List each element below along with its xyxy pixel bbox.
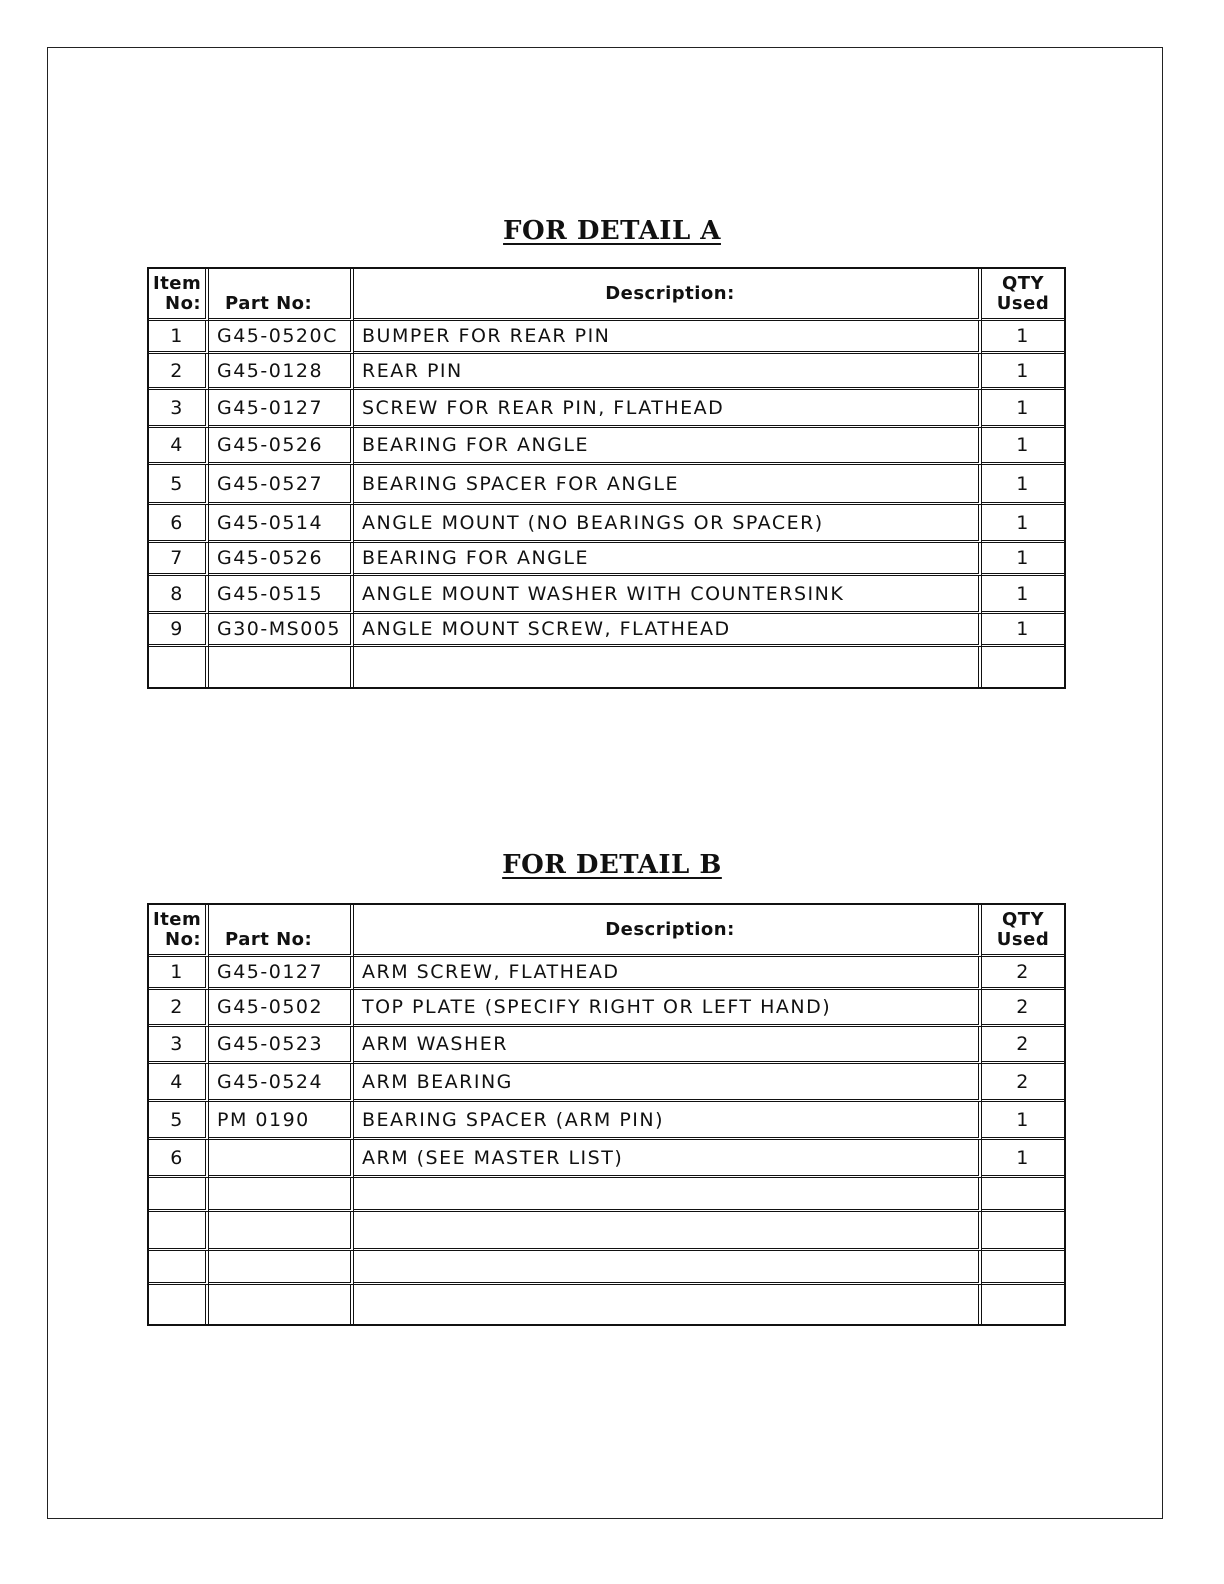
qty-cell: [982, 1178, 1064, 1212]
item-no-cell: 6: [149, 1140, 209, 1178]
table-row: [149, 647, 1064, 687]
description-cell: BEARING FOR ANGLE: [354, 543, 982, 576]
qty-cell: [982, 1212, 1064, 1251]
qty-header-line2: Used: [996, 928, 1050, 950]
part-no-cell: G45-0520C: [209, 321, 354, 354]
part-no-cell: G30-MS005: [209, 614, 354, 647]
item-header-line1: Item: [153, 908, 202, 930]
part-no-cell: G45-0514: [209, 505, 354, 543]
part-no-cell: [209, 1251, 354, 1285]
detail-b-title-text: FOR DETAIL B: [502, 850, 722, 880]
table-row: [149, 354, 1064, 390]
qty-cell: 1: [982, 390, 1064, 428]
description-cell: TOP PLATE (SPECIFY RIGHT OR LEFT HAND): [354, 990, 982, 1027]
qty-cell: [982, 1285, 1064, 1324]
qty-used-header: [982, 269, 1064, 321]
item-no-cell: 2: [149, 354, 209, 390]
table-row: [149, 1027, 1064, 1064]
item-no-cell: 8: [149, 576, 209, 614]
table-row: [149, 957, 1064, 990]
item-header-line1: Item: [153, 272, 202, 294]
description-cell: BUMPER FOR REAR PIN: [354, 321, 982, 354]
description-cell: ANGLE MOUNT WASHER WITH COUNTERSINK: [354, 576, 982, 614]
table-row: [149, 390, 1064, 428]
item-no-cell: 4: [149, 428, 209, 465]
table-row: [149, 990, 1064, 1027]
description-cell: [354, 647, 982, 687]
table-row: [149, 1212, 1064, 1251]
table-row: [149, 1178, 1064, 1212]
part-no-cell: [209, 1212, 354, 1251]
part-no-cell: [209, 1178, 354, 1212]
part-no-cell: G45-0127: [209, 957, 354, 990]
part-no-cell: G45-0527: [209, 465, 354, 505]
part-no-cell: [209, 1140, 354, 1178]
description-cell: SCREW FOR REAR PIN, FLATHEAD: [354, 390, 982, 428]
part-no-cell: G45-0526: [209, 428, 354, 465]
part-no-cell: G45-0523: [209, 1027, 354, 1064]
qty-cell: 1: [982, 465, 1064, 505]
qty-header-line1: QTY: [1001, 272, 1045, 294]
item-no-cell: 1: [149, 321, 209, 354]
qty-header-line1: QTY: [1001, 908, 1045, 930]
qty-cell: 1: [982, 543, 1064, 576]
item-no-cell: 3: [149, 1027, 209, 1064]
detail-a-title-text: FOR DETAIL A: [503, 216, 721, 246]
qty-used-header: [982, 905, 1064, 957]
qty-cell: 1: [982, 1140, 1064, 1178]
item-no-cell: [149, 1178, 209, 1212]
table-row: [149, 576, 1064, 614]
item-no-cell: [149, 647, 209, 687]
item-no-cell: 4: [149, 1064, 209, 1102]
description-cell: [354, 1251, 982, 1285]
qty-cell: [982, 647, 1064, 687]
part-no-cell: PM 0190: [209, 1102, 354, 1140]
description-cell: BEARING SPACER FOR ANGLE: [354, 465, 982, 505]
table-row: [149, 543, 1064, 576]
table-header-row: [149, 905, 1064, 957]
item-no-cell: [149, 1251, 209, 1285]
description-cell: ARM BEARING: [354, 1064, 982, 1102]
description-cell: REAR PIN: [354, 354, 982, 390]
qty-cell: 2: [982, 957, 1064, 990]
table-row: [149, 1140, 1064, 1178]
part-no-cell: [209, 1285, 354, 1324]
qty-cell: 1: [982, 428, 1064, 465]
item-no-cell: [149, 1212, 209, 1251]
table-header-row: [149, 269, 1064, 321]
table-row: [149, 505, 1064, 543]
part-no-cell: G45-0524: [209, 1064, 354, 1102]
part-no-cell: G45-0515: [209, 576, 354, 614]
item-no-cell: 5: [149, 1102, 209, 1140]
detail-b-parts-table: [147, 903, 1066, 1326]
qty-cell: 2: [982, 990, 1064, 1027]
description-cell: ARM (SEE MASTER LIST): [354, 1140, 982, 1178]
description-cell: [354, 1212, 982, 1251]
item-no-cell: 9: [149, 614, 209, 647]
table-row: [149, 1102, 1064, 1140]
description-cell: BEARING FOR ANGLE: [354, 428, 982, 465]
part-no-header: Part No:: [209, 269, 354, 321]
qty-cell: 1: [982, 354, 1064, 390]
item-no-header: [149, 905, 209, 957]
item-no-cell: 1: [149, 957, 209, 990]
description-cell: ANGLE MOUNT SCREW, FLATHEAD: [354, 614, 982, 647]
item-no-cell: 2: [149, 990, 209, 1027]
description-cell: ARM WASHER: [354, 1027, 982, 1064]
item-header-line2: No:: [165, 928, 202, 950]
part-no-cell: [209, 647, 354, 687]
detail-a-title: [0, 216, 1224, 246]
qty-cell: 2: [982, 1027, 1064, 1064]
description-header: Description:: [354, 905, 982, 957]
item-no-cell: 5: [149, 465, 209, 505]
part-no-cell: G45-0502: [209, 990, 354, 1027]
item-no-cell: 3: [149, 390, 209, 428]
table-row: [149, 1064, 1064, 1102]
table-row: [149, 465, 1064, 505]
item-no-cell: 6: [149, 505, 209, 543]
part-no-cell: G45-0526: [209, 543, 354, 576]
table-row: [149, 428, 1064, 465]
item-no-header: [149, 269, 209, 321]
qty-header-line2: Used: [996, 292, 1050, 314]
item-header-line2: No:: [165, 292, 202, 314]
qty-cell: 1: [982, 321, 1064, 354]
description-cell: ARM SCREW, FLATHEAD: [354, 957, 982, 990]
description-cell: BEARING SPACER (ARM PIN): [354, 1102, 982, 1140]
item-no-cell: [149, 1285, 209, 1324]
item-no-cell: 7: [149, 543, 209, 576]
qty-cell: 1: [982, 614, 1064, 647]
qty-cell: 1: [982, 576, 1064, 614]
qty-cell: 1: [982, 1102, 1064, 1140]
part-no-cell: G45-0128: [209, 354, 354, 390]
part-no-header: Part No:: [209, 905, 354, 957]
description-cell: [354, 1285, 982, 1324]
part-no-cell: G45-0127: [209, 390, 354, 428]
description-cell: ANGLE MOUNT (NO BEARINGS OR SPACER): [354, 505, 982, 543]
table-row: [149, 1285, 1064, 1324]
qty-cell: 1: [982, 505, 1064, 543]
qty-cell: [982, 1251, 1064, 1285]
qty-cell: 2: [982, 1064, 1064, 1102]
table-row: [149, 1251, 1064, 1285]
table-row: [149, 321, 1064, 354]
description-cell: [354, 1178, 982, 1212]
description-header: Description:: [354, 269, 982, 321]
detail-a-parts-table: [147, 267, 1066, 689]
detail-b-title: [0, 850, 1224, 880]
table-row: [149, 614, 1064, 647]
